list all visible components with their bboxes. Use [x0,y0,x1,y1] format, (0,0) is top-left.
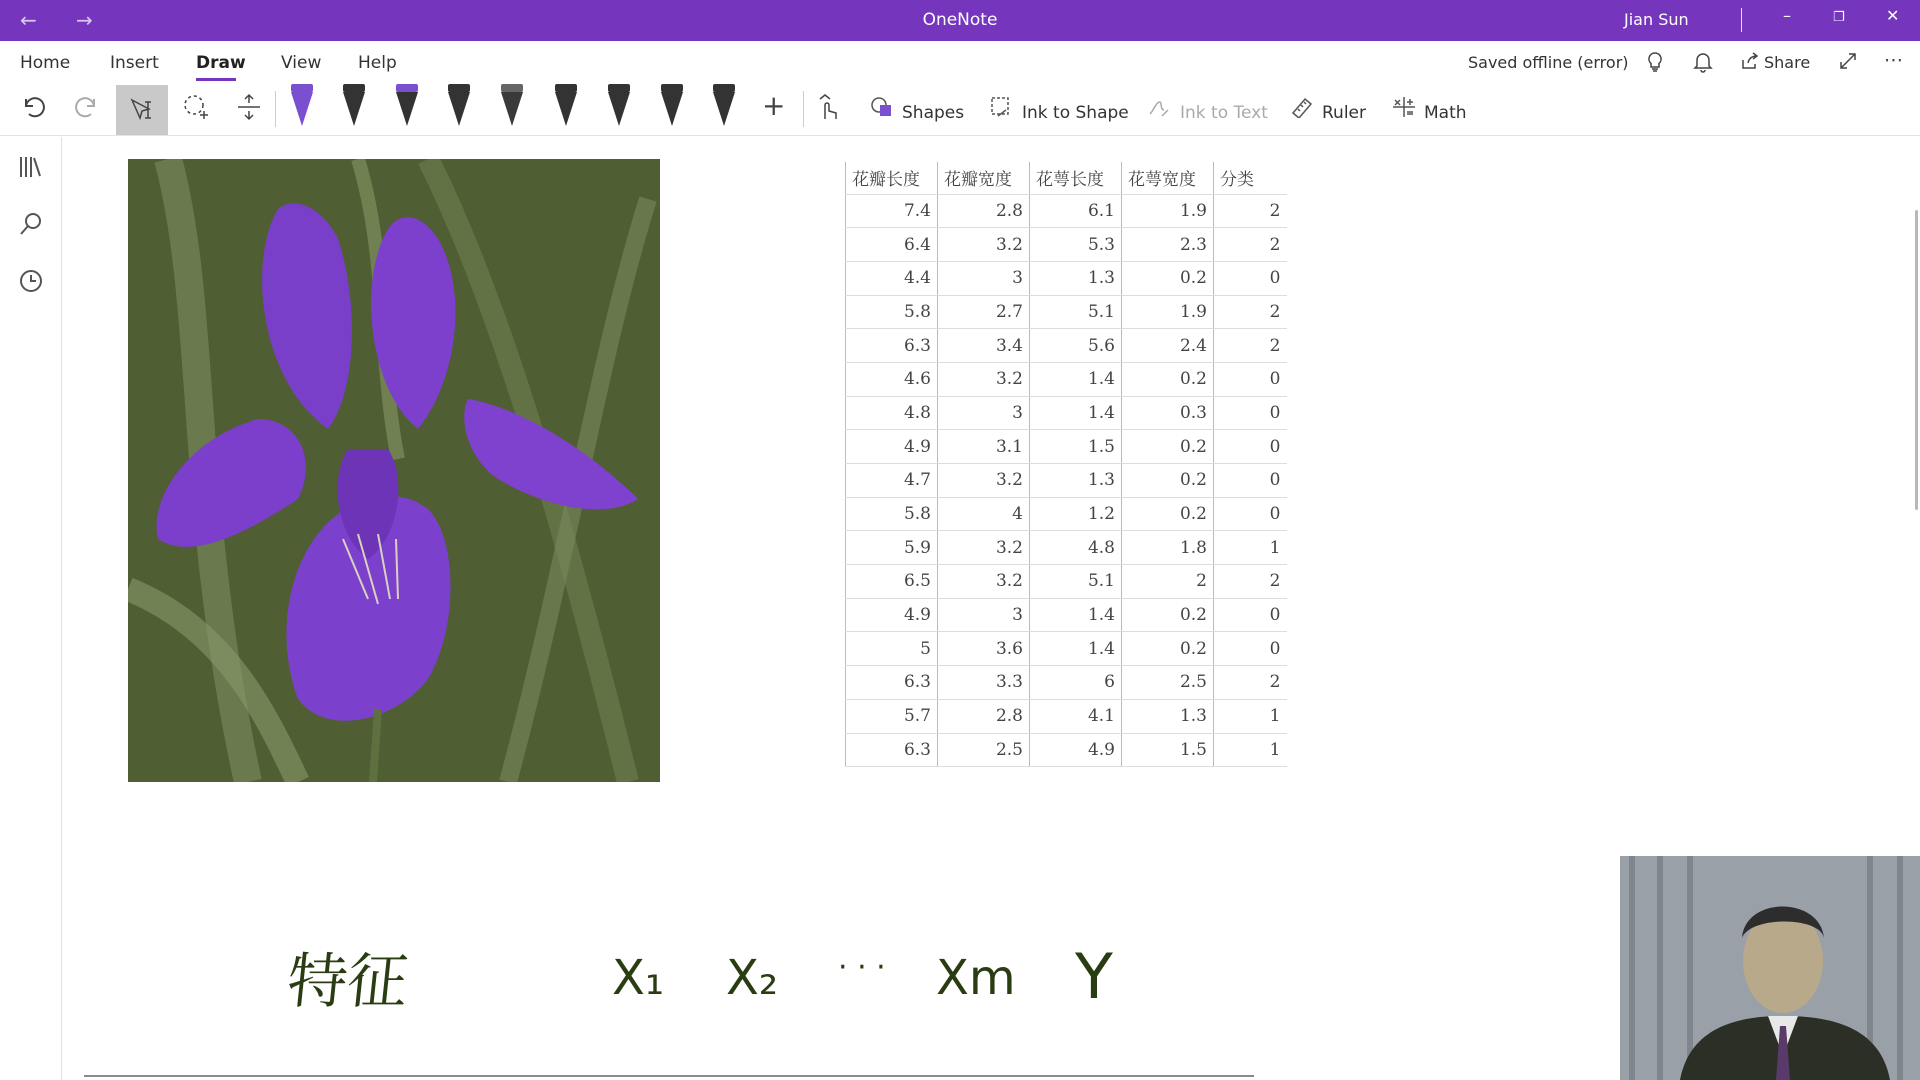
table-cell: 1.5 [1122,733,1214,767]
table-cell: 1.2 [1030,497,1122,531]
table-cell: 0 [1214,598,1287,632]
iris-data-table [845,162,1287,767]
table-cell: 4.8 [1030,531,1122,565]
webcam-overlay [1620,856,1920,1080]
table-cell: 3.1 [938,430,1030,464]
column-header: 花瓣长度 [846,162,938,194]
table-cell: 0 [1214,396,1287,430]
table-cell: 5.6 [1030,329,1122,363]
table-cell: 3 [938,396,1030,430]
ink-to-text-icon [1148,96,1172,123]
pen-tool[interactable] [501,84,523,130]
pen-tool[interactable] [291,84,313,130]
table-row [846,362,1287,396]
table-row [846,565,1287,599]
ruler-label: Ruler [1322,103,1366,123]
table-cell: 3.3 [938,666,1030,700]
titlebar-divider [1741,8,1742,32]
table-row [846,261,1287,295]
table-cell: 1.8 [1122,531,1214,565]
ruler-button[interactable] [1290,96,1366,123]
restore-icon[interactable]: ❐ [1833,10,1845,25]
table-cell: 1.9 [1122,194,1214,228]
pen-body [608,92,630,126]
sync-status[interactable]: Saved offline (error) [1468,53,1629,72]
ink-ellipsis[interactable]: · · · [838,950,886,985]
table-cell: 4.8 [846,396,938,430]
table-row [846,497,1287,531]
table-cell: 0.2 [1122,430,1214,464]
tab-insert[interactable]: Insert [110,53,159,73]
table-cell: 1.3 [1030,464,1122,498]
title-bar [0,0,1920,41]
pen-cap [448,84,470,92]
shapes-button[interactable] [870,96,964,123]
ink-x1[interactable]: X₁ [612,950,665,1006]
table-cell: 3.2 [938,531,1030,565]
table-cell: 1.3 [1030,261,1122,295]
navigation-rail [0,137,62,1080]
pen-tool[interactable] [396,84,418,130]
ink-y[interactable]: Y [1075,940,1113,1013]
column-header: 花瓣宽度 [938,162,1030,194]
table-cell: 4.1 [1030,699,1122,733]
pen-cap [713,84,735,92]
ink-xm[interactable]: Xm [936,950,1016,1006]
more-options-icon[interactable]: ⋯ [1884,49,1903,71]
user-name[interactable]: Jian Sun [1624,10,1689,29]
table-cell: 6.4 [846,228,938,262]
lasso-select-icon[interactable] [182,93,210,127]
table-row [846,396,1287,430]
ink-to-shape-icon [990,96,1014,123]
iris-flower-image [128,159,660,782]
table-cell: 1.3 [1122,699,1214,733]
table-header-row [846,162,1287,194]
lightbulb-icon[interactable] [1645,51,1665,78]
table-cell: 0 [1214,464,1287,498]
table-cell: 7.4 [846,194,938,228]
table-cell: 6.3 [846,329,938,363]
draw-ribbon [0,81,1920,136]
ink-to-text-button[interactable] [1148,96,1268,123]
table-cell: 5.1 [1030,295,1122,329]
table-cell: 1.9 [1122,295,1214,329]
share-icon[interactable] [1740,51,1760,76]
ink-rule-line [84,1075,1254,1077]
math-button[interactable] [1392,96,1467,123]
back-arrow-icon[interactable]: ← [20,8,37,32]
pen-cap [501,84,523,92]
close-icon[interactable]: ✕ [1886,6,1900,25]
table-cell: 3.2 [938,228,1030,262]
table-cell: 2.3 [1122,228,1214,262]
undo-icon[interactable] [20,93,46,125]
table-cell: 6 [1030,666,1122,700]
table-cell: 4.4 [846,261,938,295]
pen-body [713,92,735,126]
table-cell: 0 [1214,497,1287,531]
tab-help[interactable]: Help [358,53,397,73]
table-cell: 4.9 [846,598,938,632]
search-icon[interactable] [18,211,44,243]
pen-cap [343,84,365,92]
table-cell: 1.4 [1030,396,1122,430]
menu-bar [0,41,1920,81]
table-cell: 6.5 [846,565,938,599]
notebooks-icon[interactable] [18,154,44,186]
math-icon [1392,96,1416,123]
table-cell: 5.3 [1030,228,1122,262]
pen-cap [396,84,418,92]
column-header: 分类 [1214,162,1287,194]
table-cell: 0.2 [1122,261,1214,295]
table-cell: 2 [1214,565,1287,599]
minimize-icon[interactable]: – [1783,6,1791,25]
table-cell: 0.2 [1122,598,1214,632]
table-cell: 1 [1214,531,1287,565]
table-cell: 0.3 [1122,396,1214,430]
ruler-icon [1290,96,1314,123]
table-cell: 3 [938,598,1030,632]
table-cell: 1.4 [1030,598,1122,632]
table-row [846,430,1287,464]
table-cell: 0.2 [1122,632,1214,666]
table-cell: 4.9 [1030,733,1122,767]
ink-x2[interactable]: X₂ [726,950,779,1006]
vertical-scrollbar[interactable] [1915,210,1918,510]
table-cell: 4.9 [846,430,938,464]
table-cell: 6.3 [846,733,938,767]
pen-body [555,92,577,126]
column-header: 花萼宽度 [1122,162,1214,194]
table-cell: 2.4 [1122,329,1214,363]
table-cell: 4 [938,497,1030,531]
table-row [846,666,1287,700]
table-cell: 2.8 [938,194,1030,228]
table-cell: 1 [1214,699,1287,733]
table-row [846,295,1287,329]
table-cell: 6.3 [846,666,938,700]
shapes-label: Shapes [902,103,965,123]
type-select-tool[interactable] [116,85,168,135]
table-cell: 1.4 [1030,362,1122,396]
pen-cap [291,84,313,92]
table-cell: 0.2 [1122,497,1214,531]
table-cell: 3.2 [938,565,1030,599]
table-row [846,598,1287,632]
table-cell: 0 [1214,261,1287,295]
pen-body [343,92,365,126]
table-cell: 3.6 [938,632,1030,666]
table-cell: 2 [1214,329,1287,363]
table-cell: 5 [846,632,938,666]
touch-draw-icon[interactable] [816,93,842,127]
pen-body [661,92,683,126]
ink-feature-label[interactable]: 特征 [283,947,412,1017]
table-row [846,228,1287,262]
table-cell: 0.2 [1122,464,1214,498]
ink-to-shape-label: Ink to Shape [1022,103,1129,123]
table-cell: 2.8 [938,699,1030,733]
table-cell: 2 [1214,295,1287,329]
pen-tool[interactable] [608,84,630,130]
table-cell: 1 [1214,733,1287,767]
ribbon-divider [275,91,276,127]
table-cell: 2 [1214,194,1287,228]
table-cell: 4.7 [846,464,938,498]
table-row [846,531,1287,565]
ink-to-shape-button[interactable] [990,96,1129,123]
table-cell: 5.9 [846,531,938,565]
table-cell: 5.1 [1030,565,1122,599]
table-cell: 5.7 [846,699,938,733]
pen-cap [661,84,683,92]
table-cell: 3 [938,261,1030,295]
recent-icon[interactable] [18,268,44,300]
table-cell: 2 [1214,666,1287,700]
table-cell: 1.4 [1030,632,1122,666]
table-cell: 5.8 [846,497,938,531]
table-row [846,632,1287,666]
pen-body [396,92,418,126]
pen-tool[interactable] [713,84,735,130]
app-title: OneNote [922,10,998,30]
pen-tool[interactable] [555,84,577,130]
pen-body [448,92,470,126]
pen-cap [555,84,577,92]
add-space-icon[interactable] [236,93,262,127]
add-pen-icon[interactable]: + [762,89,786,122]
table-cell: 0 [1214,362,1287,396]
ribbon-divider [803,91,804,127]
bell-icon[interactable] [1693,51,1713,78]
pen-body [291,92,313,126]
table-cell: 0 [1214,632,1287,666]
pen-tool[interactable] [448,84,470,130]
share-button[interactable]: Share [1764,53,1811,72]
table-cell: 1.5 [1030,430,1122,464]
table-cell: 2.5 [938,733,1030,767]
pen-body [501,92,523,126]
table-row [846,733,1287,767]
table-cell: 3.2 [938,464,1030,498]
table-cell: 0.2 [1122,362,1214,396]
tab-draw[interactable]: Draw [196,53,246,73]
table-cell: 3.2 [938,362,1030,396]
math-label: Math [1424,103,1467,123]
shapes-icon [870,96,894,123]
redo-icon[interactable] [74,93,100,125]
pen-tool[interactable] [343,84,365,130]
table-cell: 4.6 [846,362,938,396]
column-header: 花萼长度 [1030,162,1122,194]
table-cell: 2.5 [1122,666,1214,700]
table-row [846,329,1287,363]
table-row [846,699,1287,733]
table-cell: 5.8 [846,295,938,329]
ink-to-text-label: Ink to Text [1180,103,1268,123]
tab-view[interactable]: View [281,53,322,73]
tab-home[interactable]: Home [20,53,71,73]
fullscreen-icon[interactable] [1838,51,1858,76]
table-cell: 2 [1214,228,1287,262]
forward-arrow-icon[interactable]: → [76,8,93,32]
table-row [846,194,1287,228]
table-cell: 3.4 [938,329,1030,363]
table-row [846,464,1287,498]
table-cell: 0 [1214,430,1287,464]
pen-tool[interactable] [661,84,683,130]
table-cell: 2 [1122,565,1214,599]
table-cell: 2.7 [938,295,1030,329]
table-cell: 6.1 [1030,194,1122,228]
pen-cap [608,84,630,92]
